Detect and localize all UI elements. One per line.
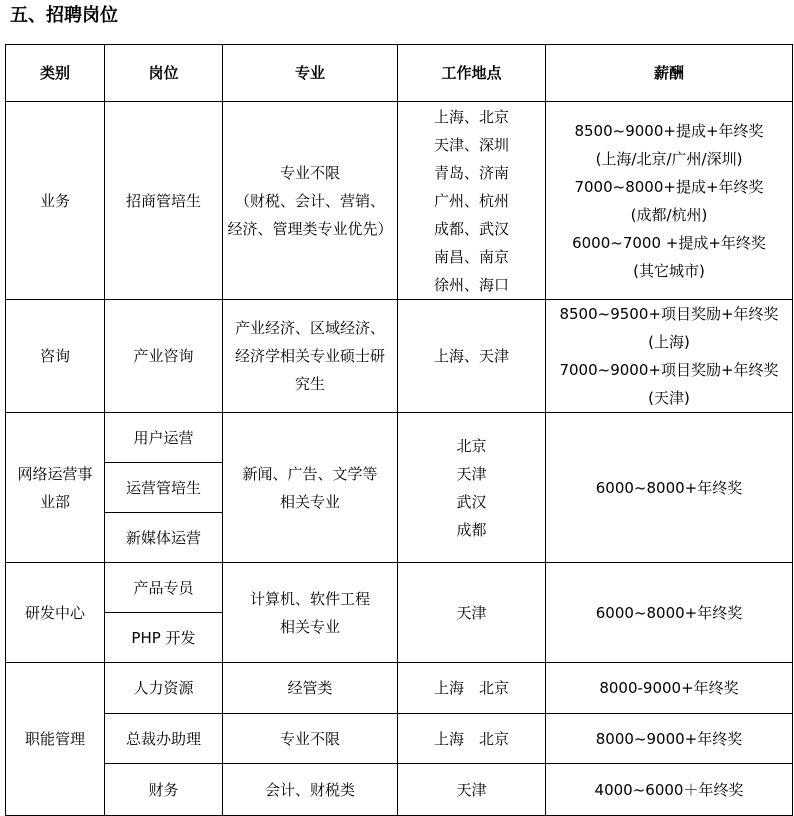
recruitment-table bbox=[5, 44, 793, 816]
table-row bbox=[6, 714, 793, 764]
position-cell: 产品专员 bbox=[105, 563, 223, 613]
section-title: 五、招聘岗位 bbox=[10, 5, 118, 26]
major-line: 专业不限 bbox=[279, 163, 340, 182]
salary-line: (上海/北京/广州/深圳) bbox=[595, 149, 743, 168]
location-line: 徐州、海口 bbox=[433, 275, 509, 294]
table-row bbox=[6, 563, 793, 613]
table-row bbox=[6, 300, 793, 413]
major-cell bbox=[223, 102, 398, 300]
location-line: 成都 bbox=[456, 520, 487, 539]
location-line: 上海、北京 bbox=[433, 107, 509, 126]
table-row bbox=[6, 764, 793, 816]
position-cell: 运营管培生 bbox=[105, 463, 223, 513]
location-cell: 上海 北京 bbox=[398, 663, 546, 714]
salary-cell: 4000~6000＋年终奖 bbox=[546, 764, 793, 816]
salary-line: 7000~8000+提成+年终奖 bbox=[574, 177, 764, 196]
location-line: 青岛、济南 bbox=[433, 163, 509, 182]
salary-cell: 6000~8000+年终奖 bbox=[546, 413, 793, 563]
category-cell: 研发中心 bbox=[6, 563, 105, 663]
position-cell: 产业咨询 bbox=[105, 300, 223, 413]
salary-cell: 8000~9000+年终奖 bbox=[546, 714, 793, 764]
salary-line: (成都/杭州) bbox=[630, 205, 708, 224]
major-line: 相关专业 bbox=[279, 617, 340, 636]
major-line: （财税、会计、营销、 bbox=[234, 191, 385, 210]
major-cell: 会计、财税类 bbox=[223, 764, 398, 816]
category-line: 业部 bbox=[39, 492, 70, 511]
location-line: 天津 bbox=[456, 464, 487, 483]
position-cell: 招商管培生 bbox=[105, 102, 223, 300]
major-line: 产业经济、区域经济、 bbox=[234, 319, 385, 337]
location-line: 北京 bbox=[456, 436, 487, 455]
major-cell bbox=[223, 413, 398, 563]
major-line: 经济学相关专业硕士研 bbox=[234, 347, 385, 365]
location-line: 广州、杭州 bbox=[433, 191, 509, 210]
category-cell: 业务 bbox=[6, 102, 105, 300]
salary-line: 8500~9000+提成+年终奖 bbox=[574, 121, 764, 140]
location-line: 武汉 bbox=[456, 492, 487, 511]
salary-line: (上海) bbox=[648, 333, 690, 351]
salary-cell: 8000-9000+年终奖 bbox=[546, 663, 793, 714]
table-row bbox=[6, 102, 793, 300]
location-line: 成都、武汉 bbox=[433, 219, 509, 238]
header-category: 类别 bbox=[6, 45, 105, 102]
position-cell: PHP 开发 bbox=[105, 613, 223, 663]
major-line: 经济、管理类专业优先） bbox=[227, 219, 393, 238]
header-position: 岗位 bbox=[105, 45, 223, 102]
position-cell: 财务 bbox=[105, 764, 223, 816]
category-cell: 咨询 bbox=[6, 300, 105, 413]
location-line: 南昌、南京 bbox=[433, 247, 509, 266]
location-cell: 上海、天津 bbox=[398, 300, 546, 413]
location-cell: 天津 bbox=[398, 764, 546, 816]
location-cell bbox=[398, 102, 546, 300]
header-location: 工作地点 bbox=[398, 45, 546, 102]
major-cell bbox=[223, 300, 398, 413]
table-header-row bbox=[6, 45, 793, 102]
salary-cell bbox=[546, 102, 793, 300]
category-cell bbox=[6, 413, 105, 563]
category-cell: 职能管理 bbox=[6, 663, 105, 816]
major-cell: 专业不限 bbox=[223, 714, 398, 764]
header-major: 专业 bbox=[223, 45, 398, 102]
salary-line: (天津) bbox=[648, 389, 690, 407]
salary-cell bbox=[546, 300, 793, 413]
salary-line: 8500~9500+项目奖励+年终奖 bbox=[559, 305, 779, 323]
position-cell: 总裁办助理 bbox=[105, 714, 223, 764]
major-cell: 经管类 bbox=[223, 663, 398, 714]
salary-line: 6000~7000 +提成+年终奖 bbox=[572, 233, 766, 252]
major-line: 计算机、软件工程 bbox=[249, 589, 370, 608]
location-cell bbox=[398, 413, 546, 563]
location-cell: 天津 bbox=[398, 563, 546, 663]
salary-cell: 6000~8000+年终奖 bbox=[546, 563, 793, 663]
position-cell: 新媒体运营 bbox=[105, 513, 223, 563]
location-cell: 上海 北京 bbox=[398, 714, 546, 764]
salary-line: 7000~9000+项目奖励+年终奖 bbox=[559, 361, 779, 379]
salary-line: (其它城市) bbox=[633, 261, 705, 280]
major-line: 新闻、广告、文学等 bbox=[242, 464, 378, 483]
location-line: 天津、深圳 bbox=[433, 135, 509, 154]
header-salary: 薪酬 bbox=[546, 45, 793, 102]
table-row bbox=[6, 663, 793, 714]
category-line: 网络运营事 bbox=[17, 464, 93, 483]
table-row bbox=[6, 413, 793, 463]
major-line: 相关专业 bbox=[279, 492, 340, 511]
major-line: 究生 bbox=[294, 375, 325, 393]
position-cell: 人力资源 bbox=[105, 663, 223, 714]
position-cell: 用户运营 bbox=[105, 413, 223, 463]
major-cell bbox=[223, 563, 398, 663]
